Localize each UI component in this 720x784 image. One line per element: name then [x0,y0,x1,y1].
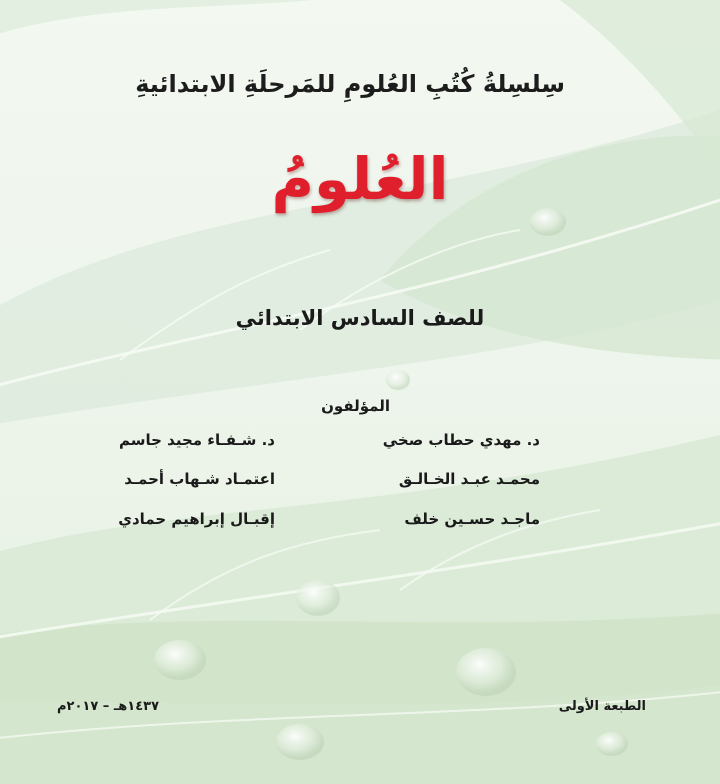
leaf-shape [0,610,720,784]
author-name: د. شـفـاء مجيد جاسم [118,431,275,449]
author-name: د. مهدي حطاب صخي [382,431,540,449]
author-name: ماجـد حسـين خلف [404,510,540,528]
water-drop [596,732,628,756]
water-drop [456,648,516,696]
water-drop [154,640,206,680]
water-drop [386,370,410,390]
water-drop [276,724,324,760]
author-name: إقبـال إبراهيم حمادي [118,510,275,528]
publication-date: ١٤٣٧هـ – ٢٠١٧م [57,699,160,714]
series-title: سِلسِلةُ كُتُبِ العُلومِ للمَرحلَةِ الابتدائيةِ [135,70,565,98]
book-title: العُلومُ [271,145,449,213]
authors-heading: المؤلفون [321,397,390,415]
grade-level: للصف السادس الابتدائي [235,306,485,330]
edition-label: الطبعة الأولى [558,699,646,714]
leaf-shape [0,0,420,40]
water-drop [296,580,340,616]
author-name: اعتمـاد شـهاب أحمـد [124,470,275,488]
author-name: محمـد عبـد الخـالـق [398,470,540,488]
